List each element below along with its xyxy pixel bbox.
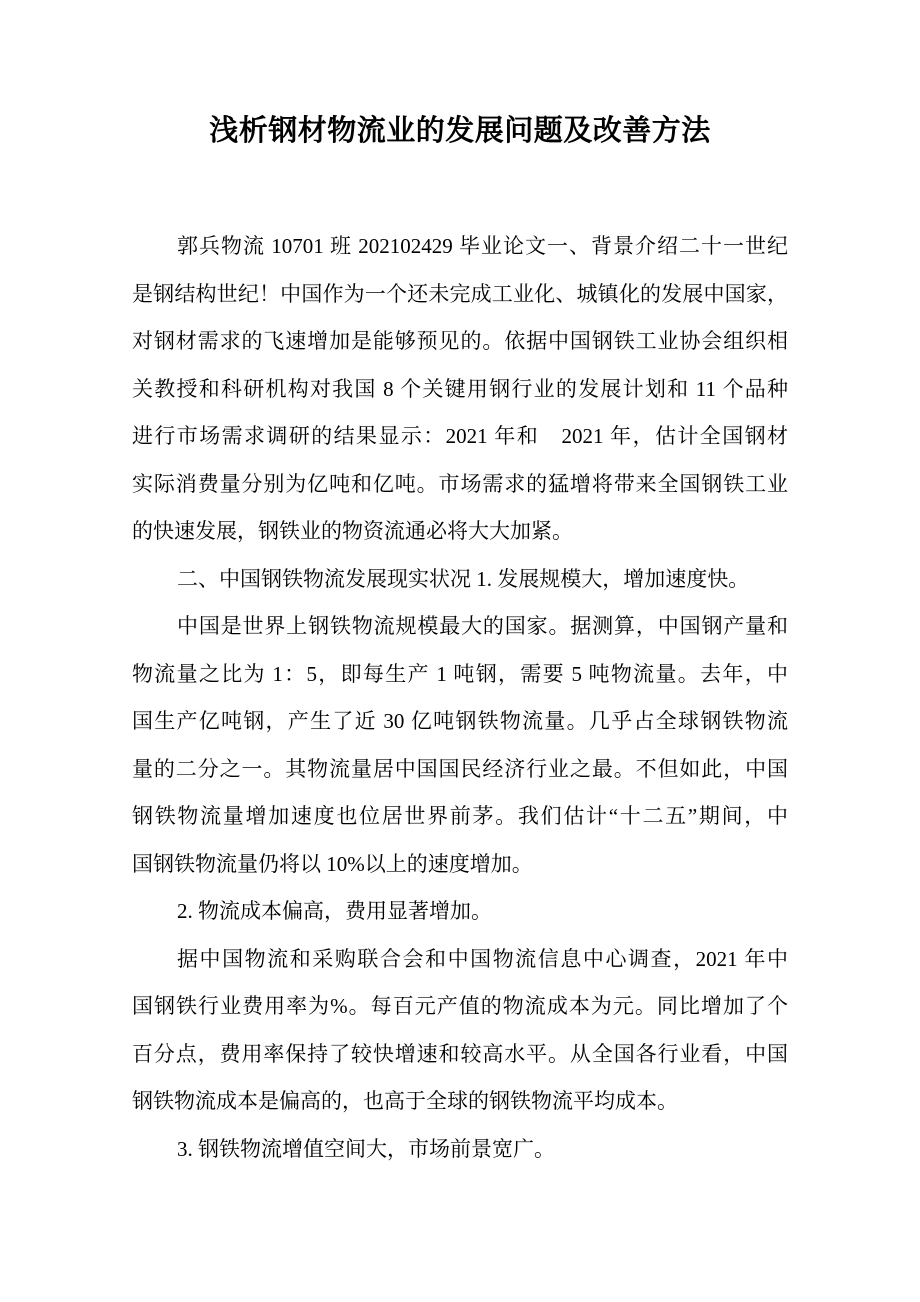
text-line: 量的二分之一。其物流量居中国国民经济行业之最。不但如此，中国 <box>132 756 788 781</box>
paragraph <box>132 556 788 604</box>
text-line: 国钢铁物流量仍将以 10%以上的速度增加。 <box>132 851 533 876</box>
text-line: 是钢结构世纪！中国作为一个还未完成工业化、城镇化的发展中国家， <box>132 281 788 306</box>
text-line: 百分点，费用率保持了较快增速和较高水平。从全国各行业看，中国 <box>132 1041 788 1066</box>
document-body <box>132 223 788 1173</box>
text-line: 对钢材需求的飞速增加是能够预见的。依据中国钢铁工业协会组织相 <box>132 329 788 353</box>
text-line: 进行市场需求调研的结果显示：2021 年和 2021 年，估计全国钢材 <box>132 424 788 448</box>
document-title: 浅析钢材物流业的发展问题及改善方法 <box>209 115 711 147</box>
text-line: 关教授和科研机构对我国 8 个关键用钢行业的发展计划和 11 个品种 <box>132 376 788 401</box>
text-line: 国生产亿吨钢，产生了近 30 亿吨钢铁物流量。几乎占全球钢铁物流 <box>132 709 788 733</box>
text-line: 3. 钢铁物流增值空间大，市场前景宽广。 <box>177 1136 555 1161</box>
paragraph <box>132 888 788 936</box>
paragraph <box>132 936 788 1126</box>
text-line: 钢铁物流量增加速度也位居世界前茅。我们估计“十二五”期间，中 <box>132 804 788 828</box>
text-line: 钢铁物流成本是偏高的，也高于全球的钢铁物流平均成本。 <box>132 1089 678 1113</box>
text-line: 郭兵物流 10701 班 202102429 毕业论文一、背景介绍二十一世纪 <box>177 234 788 258</box>
text-line: 二、中国钢铁物流发展现实状况 1. 发展规模大，增加速度快。 <box>177 566 750 591</box>
text-line: 国钢铁行业费用率为%。每百元产值的物流成本为元。同比增加了个 <box>132 994 788 1018</box>
text-line: 据中国物流和采购联合会和中国物流信息中心调查，2021 年中 <box>177 946 788 971</box>
paragraph <box>132 1126 788 1174</box>
text-line: 物流量之比为 1：5，即每生产 1 吨钢，需要 5 吨物流量。去年，中 <box>132 661 788 686</box>
paragraph <box>132 223 788 556</box>
text-line: 实际消费量分别为亿吨和亿吨。市场需求的猛增将带来全国钢铁工业 <box>132 471 788 496</box>
text-line: 的快速发展，钢铁业的物资流通必将大大加紧。 <box>132 519 573 543</box>
text-line: 2. 物流成本偏高，费用显著增加。 <box>177 899 492 923</box>
text-line: 中国是世界上钢铁物流规模最大的国家。据测算，中国钢产量和 <box>177 614 788 638</box>
paragraph <box>132 603 788 888</box>
